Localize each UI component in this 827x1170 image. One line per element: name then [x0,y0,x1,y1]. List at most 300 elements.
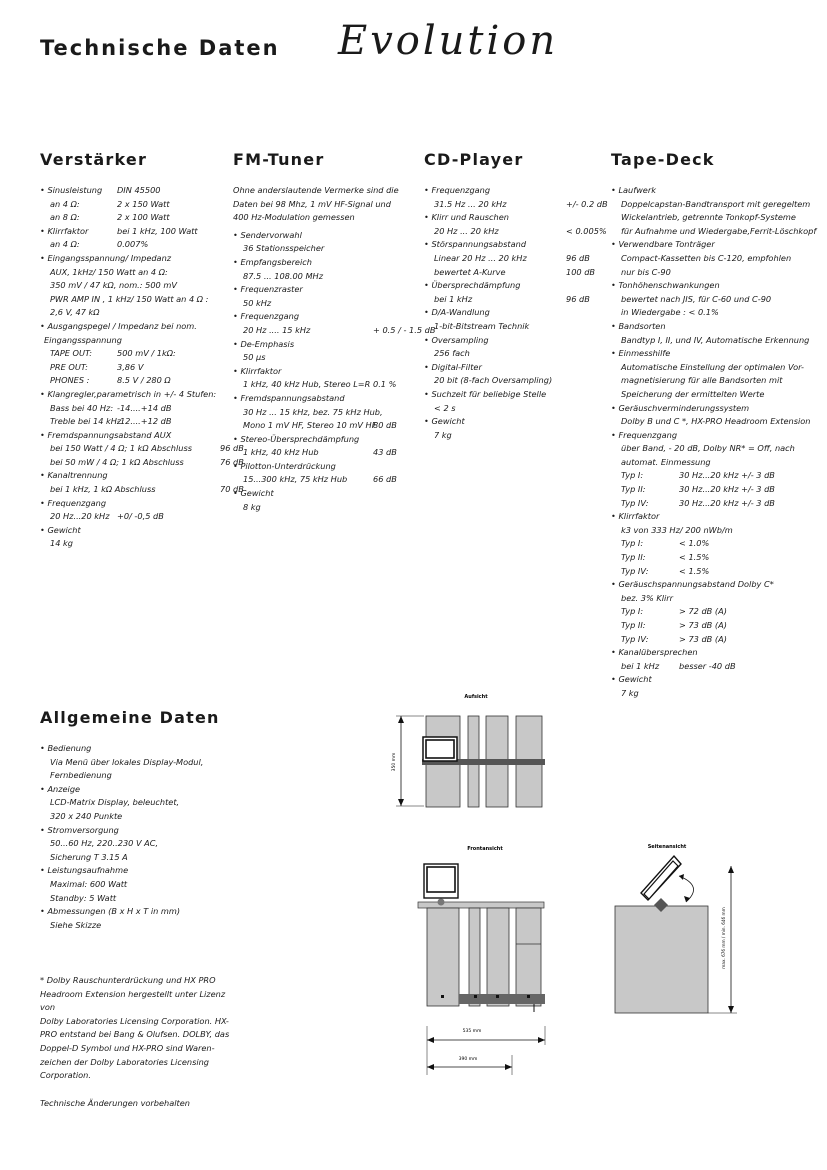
spec-text: Kanalübersprechen [618,647,698,658]
spec-row [233,473,413,487]
spec-text: Automatische Einstellung der optimalen Vor- [621,361,804,372]
spec-label [611,429,811,443]
spec-value: +0/ -0,5 dB [117,511,164,522]
spec-text: 1-bit-Bitstream Technik [434,320,530,331]
spec-text: < 2 s [434,402,456,413]
spec-value: 80 dB [373,420,397,431]
spec-text: Eingangsspannung [44,334,122,345]
spec-text: Sinusleistung [47,185,103,195]
spec-text: Bass bei 40 Hz: [50,402,114,413]
front-view [418,864,545,1075]
spec-row [40,198,230,212]
spec-text: Gewicht [618,674,652,685]
spec-text: Typ II: [621,552,646,563]
spec-text: Oversampling [431,334,489,345]
footnote-line: * Dolby Rauschunterdrückung und HX PRO [40,975,216,985]
spec-label [611,238,811,252]
spec-text: Störspannungsabstand [431,239,527,250]
spec-row [611,565,811,579]
spec-text: Klirr und Rauschen [431,212,509,223]
spec-label [40,252,230,266]
spec-text: Eingangsspannung/ Impedanz [47,252,172,263]
spec-value: 2 x 100 Watt [117,212,170,223]
spec-label [40,524,230,538]
spec-row [40,919,240,933]
spec-label [40,497,230,511]
spec-text: Frequenzgang [240,311,300,322]
spec-row [40,537,230,551]
spec-text: an 4 Ω: [50,239,80,250]
spec-text: bez. 3% Klirr [621,592,673,603]
spec-text: PWR AMP IN , 1 kHz/ 150 Watt an 4 Ω : [50,293,209,304]
spec-row [40,892,240,906]
spec-text: Bandtyp I, II, und IV, Automatische Erkennung [621,334,810,345]
spec-value: 96 dB [566,293,590,304]
spec-text: Ausgangspegel / Impedanz bei nom. [47,320,197,331]
spec-label [424,238,594,252]
spec-row [40,293,230,307]
spec-label [233,256,413,270]
footnote [40,974,240,1110]
general-section [40,708,240,932]
spec-text: Sicherung T 3.15 A [50,851,128,862]
spec-value: > 73 dB (A) [679,620,727,630]
spec-text: Typ IV: [621,633,649,644]
spec-text: Wickelantrieb, getrennte Tonkopf-Systeme [621,212,796,223]
spec-row [611,266,811,280]
spec-row [611,551,811,565]
spec-text: 350 mV / 47 kΩ, nom.: 500 mV [50,280,177,291]
spec-label [233,229,413,243]
spec-text: Frequenzraster [240,284,303,295]
spec-text: Typ IV: [621,565,649,576]
spec-text: Speicherung der ermittelten Werte [621,388,765,399]
spec-text: Geräuschspannungsabstand Dolby C* [618,579,774,590]
spec-text: 320 x 240 Punkte [50,810,123,821]
footnote-note: Technische Änderungen vorbehalten [40,1097,190,1108]
spec-value: 70 dB [220,484,244,495]
spec-label [233,487,413,501]
spec-text: Bandsorten [618,320,666,331]
spec-text: Frequenzgang [47,497,107,508]
spec-value: 3,86 V [117,361,144,372]
spec-label [424,279,594,293]
spec-text: bewertet A-Kurve [434,266,506,277]
spec-text: De-Emphasis [240,338,295,349]
spec-text: Gewicht [240,488,274,499]
spec-label [424,388,594,402]
spec-text: Frequenzgang [618,429,678,440]
spec-row [40,347,230,361]
section-title: Allgemeine Daten [40,708,220,727]
spec-text: Compact-Kassetten bis C-120, empfohlen [621,252,792,263]
spec-label [611,402,811,416]
spec-label [233,392,413,406]
spec-row [611,361,811,375]
spec-text: 256 fach [434,348,470,359]
spec-row [611,252,811,266]
spec-label [233,433,413,447]
spec-row [233,378,413,392]
spec-text: PRE OUT: [50,361,88,372]
spec-text: Klirrfaktor [240,365,282,376]
spec-text: 14 kg [50,538,73,549]
spec-text: Linear 20 Hz ... 20 kHz [434,252,527,263]
spec-text: LCD-Matrix Display, beleuchtet, [50,797,180,808]
spec-value: + 0.5 / - 1.5 dB [373,324,436,335]
spec-label [424,211,594,225]
spec-value: 2 x 150 Watt [117,198,170,209]
spec-row [611,605,811,619]
spec-row [611,293,811,307]
spec-row [40,415,230,429]
spec-row [40,306,230,320]
spec-row [611,225,817,239]
spec-label [611,320,811,334]
footnote-line: PRO entstand bei Bang & Olufsen. DOLBY, das [40,1029,230,1040]
tape-section [611,150,817,701]
spec-row [40,456,244,470]
spec-label [424,306,594,320]
spec-text: 7 kg [621,687,639,698]
spec-value: 0.1 % [373,379,397,390]
depth-label: 350 mm [392,752,397,772]
front-view-label: Frontansicht [467,846,503,852]
spec-text: Laufwerk [618,185,656,195]
spec-row [233,406,413,420]
footnote-line: Corporation. [40,1070,91,1081]
spec-value: 100 dB [566,266,596,277]
spec-label [424,184,594,198]
spec-row [424,374,594,388]
spec-row [40,361,230,375]
spec-text: nur bis C-90 [621,266,671,277]
spec-label [611,578,811,592]
spec-row [424,198,608,212]
spec-row [611,211,811,225]
spec-row [611,374,811,388]
spec-value: 30 Hz...20 kHz +/- 3 dB [679,484,775,495]
spec-text: Pilotton-Unterdrückung [240,460,336,471]
footnote-line: zeichen der Dolby Laboratories Licensing [40,1056,209,1067]
spec-label [40,320,230,334]
spec-row [424,347,594,361]
spec-text: Typ II: [621,620,646,630]
spec-value: bei 1 kHz, 100 Watt [117,225,198,236]
spec-row [233,242,413,256]
spec-label [424,415,594,429]
spec-value: 500 mV / 1kΩ: [117,348,176,359]
spec-value: < 1.5% [679,552,710,563]
spec-text: Klirrfaktor [47,225,89,236]
spec-text: Anzeige [47,783,81,794]
spec-text: bei 1 kHz, 1 kΩ Abschluss [50,484,156,495]
spec-label [40,334,230,348]
spec-value: besser -40 dB [679,660,736,671]
spec-row [40,510,230,524]
spec-text: über Band, - 20 dB, Dolby NR* = Off, nach [621,443,795,454]
spec-text: TAPE OUT: [50,348,93,359]
spec-text: 8 kg [243,501,261,512]
spec-text: 7 kg [434,429,452,440]
spec-text: Abmessungen (B x H x T in mm) [47,906,181,917]
spec-text: Geräuschverminderungssystem [618,402,750,413]
spec-text: Fernbedienung [50,770,112,781]
spec-text: 20 Hz .... 15 kHz [243,324,311,335]
width-label: 535 mm [462,1029,482,1034]
spec-text: Doppelcapstan-Bandtransport mit geregeltem [621,198,811,209]
spec-row [233,297,413,311]
spec-value: < 0.005% [566,225,607,236]
section-title: Tape-Deck [611,150,715,169]
spec-value: 30 Hz...20 kHz +/- 3 dB [679,497,775,508]
brand-title: Evolution [338,18,559,64]
spec-value: > 72 dB (A) [679,606,727,617]
spec-row [611,687,811,701]
spec-label [40,388,230,402]
spec-label [233,338,413,352]
spec-text: 50...60 Hz, 220..230 V AC, [50,838,159,849]
spec-text: Typ I: [621,470,644,481]
spec-text: bewertet nach JIS, für C-60 und C-90 [621,293,772,304]
spec-text: bei 150 Watt / 4 Ω; 1 kΩ Abschluss [50,443,192,454]
spec-text: 50 µs [243,352,266,363]
spec-label [233,365,413,379]
spec-row [611,198,811,212]
spec-text: Gewicht [47,524,81,535]
spec-text: für Aufnahme und Wiedergabe,Ferrit-Löschkopf [621,225,817,236]
height-label: max. 676 mm / min. 646 mm [721,907,726,969]
spec-text: Via Menü über lokales Display-Modul, [50,756,204,767]
spec-row [611,469,811,483]
spec-label [40,864,240,878]
top-view-label: Aufsicht [464,694,488,700]
spec-row [233,324,436,338]
spec-text: Siehe Skizze [50,919,102,930]
spec-text: Treble bei 14 kHz: [50,416,124,427]
spec-text: Kanaltrennung [47,470,108,481]
spec-row [40,810,240,824]
spec-text: 87.5 ... 108.00 MHz [243,270,324,281]
spec-text: AUX, 1kHz/ 150 Watt an 4 Ω: [50,266,168,277]
spec-row [40,374,230,388]
footnote-line: Dolby Laboratories Licensing Corporation. HX- [40,1015,229,1026]
spec-text: Tonhöhenschwankungen [618,280,720,291]
spec-row [611,306,811,320]
spec-row [40,279,230,293]
spec-row [40,756,240,770]
spec-label [424,361,594,375]
spec-row [424,429,594,443]
spec-row [233,501,413,515]
spec-text: 20 bit (8-fach Oversampling) [434,375,553,386]
spec-label [233,310,413,324]
spec-label [611,279,811,293]
spec-value: 30 Hz...20 kHz +/- 3 dB [679,470,775,481]
spec-value: > 73 dB (A) [679,633,727,644]
spec-row [40,402,230,416]
spec-row [611,334,811,348]
spec-text: 1 kHz, 40 kHz Hub, Stereo L=R [243,379,371,390]
spec-row [611,592,811,606]
spec-value: 66 dB [373,474,397,485]
spec-row [40,878,240,892]
spec-text: 31.5 Hz ... 20 kHz [434,198,507,209]
spec-text: Typ I: [621,538,644,549]
spec-text: PHONES : [50,375,90,386]
spec-text: Frequenzgang [431,185,491,195]
amp-section [40,150,244,551]
spec-row [611,483,811,497]
spec-value: -12....+12 dB [117,416,172,427]
spec-row [40,211,230,225]
page-title: Technische Daten [40,36,280,60]
spec-text: Einmesshilfe [618,348,671,359]
spec-text: Standby: 5 Watt [50,892,117,903]
spec-text: Fremdspannungsabstand [240,392,345,403]
spec-row [233,351,413,365]
footnote-line: Headroom Extension hergestellt unter Lizenz von [40,988,226,1013]
side-view-label: Seitenansicht [647,844,687,850]
spec-value: 8.5 V / 280 Ω [117,375,171,386]
section-title: Verstärker [40,150,148,169]
spec-text: Stromversorgung [47,824,119,835]
spec-text: 20 Hz...20 kHz [50,511,110,522]
tuner-intro: Ohne anderslautende Vermerke sind die Daten bei 98 Mhz, 1 mV HF-Signal und 400 Hz-Modulation gemessen [233,185,399,223]
spec-text: k3 von 333 Hz/ 200 nWb/m [621,524,733,535]
spec-row [424,293,594,307]
top-view [396,716,545,807]
spec-label [611,347,811,361]
spec-row [424,252,594,266]
spec-row [40,837,240,851]
footnote-line: Doppel-D Symbol und HX-PRO sind Waren- [40,1042,215,1053]
spec-value: 96 dB [566,252,590,263]
side-view [615,856,737,1013]
spec-value: 43 dB [373,447,397,458]
cd-section [424,150,608,442]
spec-text: Verwendbare Tonträger [618,239,715,250]
spec-text: bei 1 kHz [621,660,660,671]
spec-row [40,796,240,810]
spec-row [40,442,244,456]
spec-value: +/- 0.2 dB [566,198,608,209]
spec-row [40,769,240,783]
spec-text: Typ I: [621,606,644,617]
spec-text: Typ IV: [621,497,649,508]
spec-text: 15...300 kHz, 75 kHz Hub [243,474,348,485]
spec-label [233,283,413,297]
spec-text: Stereo-Übersprechdämpfung [240,433,360,444]
tuner-section [233,150,436,514]
spec-text: Leistungsaufnahme [47,865,129,876]
spec-row [611,660,811,674]
spec-value: 76 dB [220,456,244,467]
spec-text: 1 kHz, 40 kHz Hub [243,447,319,458]
spec-text: Sendervorwahl [240,229,302,240]
spec-value: DIN 45500 [117,185,161,195]
spec-value: -14....+14 dB [117,402,172,413]
spec-row [611,388,811,402]
spec-text: Bedienung [47,743,92,753]
section-title: CD-Player [424,150,524,169]
spec-row [424,225,607,239]
spec-row [233,419,413,433]
spec-row [611,633,811,647]
spec-label [40,783,240,797]
spec-text: Übersprechdämpfung [431,280,521,291]
spec-text: 20 Hz ... 20 kHz [434,225,499,236]
spec-row [611,456,811,470]
spec-row [424,320,594,334]
spec-value: 0.007% [117,239,149,250]
spec-text: in Wiedergabe : < 0.1% [621,307,719,318]
spec-row [233,270,413,284]
spec-text: an 4 Ω: [50,198,80,209]
spec-text: 2,6 V, 47 kΩ [50,307,100,318]
spec-row [40,266,230,280]
spec-text: 30 Hz ... 15 kHz, bez. 75 kHz Hub, [243,406,383,417]
spec-row [611,497,811,511]
spec-text: Dolby B und C *, HX-PRO Headroom Extension [621,416,811,427]
spec-text: bei 1 kHz [434,293,473,304]
spec-label [611,646,811,660]
spec-text: an 8 Ω: [50,212,80,223]
spec-text: D/A-Wandlung [431,307,490,318]
spec-row [611,524,811,538]
spec-label [40,429,230,443]
spec-text: bei 50 mW / 4 Ω; 1 kΩ Abschluss [50,456,184,467]
spec-label [611,673,811,687]
spec-row [424,402,594,416]
width2-label: 390 mm [458,1057,478,1062]
spec-row [611,619,811,633]
spec-text: Gewicht [431,416,465,427]
spec-text: Klangregler,parametrisch in +/- 4 Stufen: [47,388,217,399]
spec-text: Maximal: 600 Watt [50,878,128,889]
spec-text: Empfangsbereich [240,256,312,267]
spec-text: automat. Einmessung [621,456,711,467]
spec-text: Suchzeit für beliebige Stelle [431,388,547,399]
spec-value: 96 dB [220,443,244,454]
spec-row [233,446,413,460]
spec-label [40,469,230,483]
spec-label [424,334,594,348]
spec-row [611,442,811,456]
spec-text: Mono 1 mV HF, Stereo 10 mV HF [243,420,377,431]
spec-label [233,460,413,474]
spec-row [611,415,811,429]
spec-label [40,824,240,838]
spec-row [611,537,811,551]
spec-text: Fremdspannungsabstand AUX [47,429,172,440]
spec-label [40,184,230,198]
spec-row [424,266,594,280]
spec-text: magnetisierung für alle Bandsorten mit [621,375,783,386]
spec-text: Digital-Filter [431,361,482,372]
spec-row [40,851,240,865]
spec-label [40,225,230,239]
section-title: FM-Tuner [233,150,325,169]
spec-text: 50 kHz [243,297,272,308]
spec-label [40,905,240,919]
spec-label [611,184,811,198]
spec-value: < 1.0% [679,538,710,549]
spec-label [611,510,811,524]
spec-text: 36 Stationsspeicher [243,243,325,254]
spec-value: < 1.5% [679,565,710,576]
spec-text: Typ II: [621,484,646,495]
